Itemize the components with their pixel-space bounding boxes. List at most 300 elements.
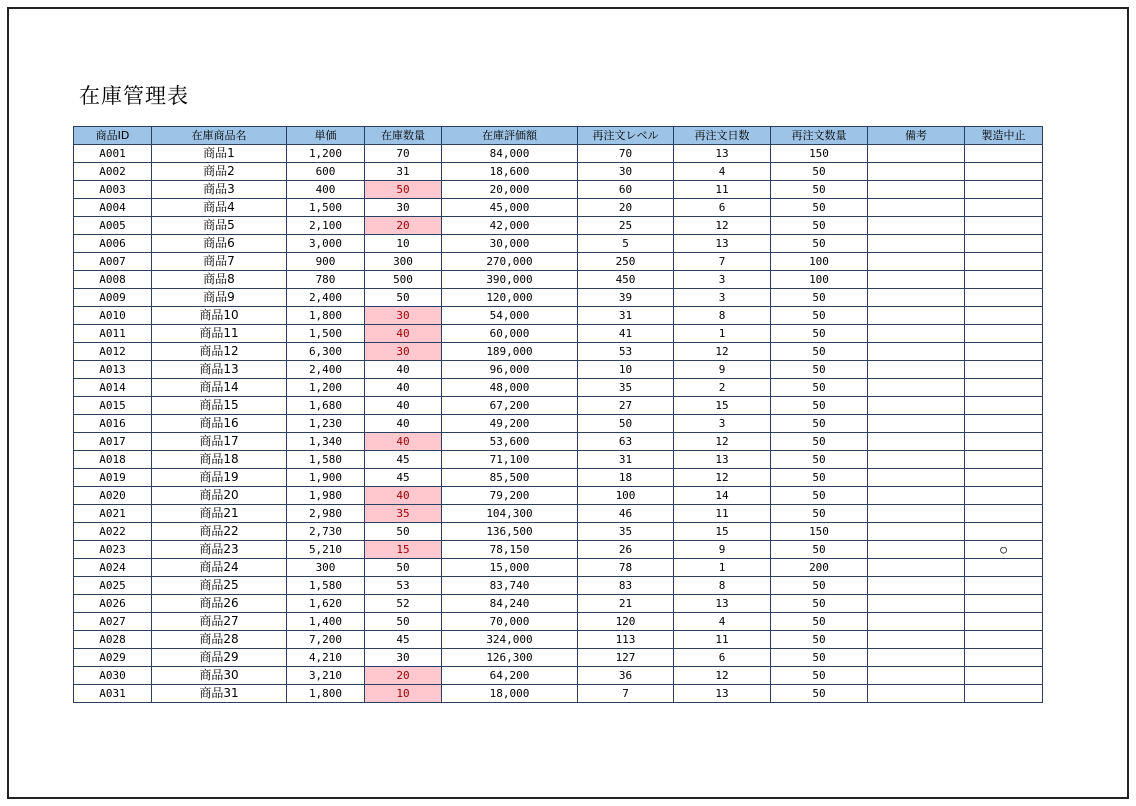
header-remarks[interactable]: 備考 xyxy=(868,127,965,145)
stock-qty-cell[interactable]: 300 xyxy=(365,253,442,271)
stock-qty-cell[interactable]: 45 xyxy=(365,451,442,469)
product-id-cell[interactable]: A027 xyxy=(74,613,152,631)
remarks-cell[interactable] xyxy=(868,361,965,379)
reorder-days-cell[interactable]: 2 xyxy=(674,379,771,397)
stock-qty-cell[interactable]: 10 xyxy=(365,685,442,703)
product-name-cell[interactable]: 商品18 xyxy=(152,451,287,469)
reorder-qty-cell[interactable]: 50 xyxy=(771,199,868,217)
discontinued-cell[interactable] xyxy=(965,433,1043,451)
product-id-cell[interactable]: A010 xyxy=(74,307,152,325)
remarks-cell[interactable] xyxy=(868,271,965,289)
stock-qty-cell[interactable]: 50 xyxy=(365,181,442,199)
unit-price-cell[interactable]: 780 xyxy=(287,271,365,289)
unit-price-cell[interactable]: 1,500 xyxy=(287,199,365,217)
reorder-level-cell[interactable]: 127 xyxy=(578,649,674,667)
stock-qty-cell[interactable]: 31 xyxy=(365,163,442,181)
stock-value-cell[interactable]: 18,600 xyxy=(442,163,578,181)
discontinued-cell[interactable] xyxy=(965,253,1043,271)
header-unit-price[interactable]: 単価 xyxy=(287,127,365,145)
stock-value-cell[interactable]: 120,000 xyxy=(442,289,578,307)
discontinued-cell[interactable] xyxy=(965,235,1043,253)
discontinued-cell[interactable]: ○ xyxy=(965,541,1043,559)
reorder-qty-cell[interactable]: 50 xyxy=(771,649,868,667)
stock-qty-cell[interactable]: 40 xyxy=(365,415,442,433)
product-id-cell[interactable]: A006 xyxy=(74,235,152,253)
product-name-cell[interactable]: 商品17 xyxy=(152,433,287,451)
stock-qty-cell[interactable]: 10 xyxy=(365,235,442,253)
stock-value-cell[interactable]: 189,000 xyxy=(442,343,578,361)
unit-price-cell[interactable]: 1,900 xyxy=(287,469,365,487)
header-discontinued[interactable]: 製造中止 xyxy=(965,127,1043,145)
header-reorder-level[interactable]: 再注文レベル xyxy=(578,127,674,145)
unit-price-cell[interactable]: 6,300 xyxy=(287,343,365,361)
unit-price-cell[interactable]: 2,100 xyxy=(287,217,365,235)
unit-price-cell[interactable]: 4,210 xyxy=(287,649,365,667)
stock-qty-cell[interactable]: 70 xyxy=(365,145,442,163)
stock-value-cell[interactable]: 126,300 xyxy=(442,649,578,667)
reorder-qty-cell[interactable]: 50 xyxy=(771,361,868,379)
header-reorder-days[interactable]: 再注文日数 xyxy=(674,127,771,145)
stock-qty-cell[interactable]: 30 xyxy=(365,307,442,325)
remarks-cell[interactable] xyxy=(868,433,965,451)
reorder-days-cell[interactable]: 8 xyxy=(674,307,771,325)
remarks-cell[interactable] xyxy=(868,217,965,235)
unit-price-cell[interactable]: 5,210 xyxy=(287,541,365,559)
reorder-level-cell[interactable]: 20 xyxy=(578,199,674,217)
reorder-level-cell[interactable]: 26 xyxy=(578,541,674,559)
product-id-cell[interactable]: A024 xyxy=(74,559,152,577)
reorder-days-cell[interactable]: 6 xyxy=(674,199,771,217)
reorder-days-cell[interactable]: 13 xyxy=(674,451,771,469)
unit-price-cell[interactable]: 1,500 xyxy=(287,325,365,343)
product-name-cell[interactable]: 商品7 xyxy=(152,253,287,271)
product-name-cell[interactable]: 商品10 xyxy=(152,307,287,325)
remarks-cell[interactable] xyxy=(868,505,965,523)
stock-value-cell[interactable]: 15,000 xyxy=(442,559,578,577)
product-name-cell[interactable]: 商品4 xyxy=(152,199,287,217)
reorder-level-cell[interactable]: 41 xyxy=(578,325,674,343)
stock-value-cell[interactable]: 30,000 xyxy=(442,235,578,253)
reorder-days-cell[interactable]: 14 xyxy=(674,487,771,505)
reorder-qty-cell[interactable]: 50 xyxy=(771,433,868,451)
product-name-cell[interactable]: 商品19 xyxy=(152,469,287,487)
unit-price-cell[interactable]: 600 xyxy=(287,163,365,181)
product-name-cell[interactable]: 商品8 xyxy=(152,271,287,289)
reorder-level-cell[interactable]: 60 xyxy=(578,181,674,199)
remarks-cell[interactable] xyxy=(868,181,965,199)
remarks-cell[interactable] xyxy=(868,595,965,613)
product-id-cell[interactable]: A016 xyxy=(74,415,152,433)
reorder-days-cell[interactable]: 8 xyxy=(674,577,771,595)
reorder-qty-cell[interactable]: 50 xyxy=(771,667,868,685)
reorder-level-cell[interactable]: 450 xyxy=(578,271,674,289)
product-id-cell[interactable]: A023 xyxy=(74,541,152,559)
product-name-cell[interactable]: 商品9 xyxy=(152,289,287,307)
reorder-qty-cell[interactable]: 50 xyxy=(771,595,868,613)
product-id-cell[interactable]: A005 xyxy=(74,217,152,235)
product-id-cell[interactable]: A025 xyxy=(74,577,152,595)
stock-value-cell[interactable]: 84,000 xyxy=(442,145,578,163)
discontinued-cell[interactable] xyxy=(965,145,1043,163)
unit-price-cell[interactable]: 1,200 xyxy=(287,379,365,397)
reorder-level-cell[interactable]: 70 xyxy=(578,145,674,163)
remarks-cell[interactable] xyxy=(868,307,965,325)
reorder-days-cell[interactable]: 1 xyxy=(674,325,771,343)
unit-price-cell[interactable]: 1,580 xyxy=(287,577,365,595)
reorder-qty-cell[interactable]: 150 xyxy=(771,145,868,163)
discontinued-cell[interactable] xyxy=(965,523,1043,541)
unit-price-cell[interactable]: 3,000 xyxy=(287,235,365,253)
unit-price-cell[interactable]: 1,800 xyxy=(287,685,365,703)
reorder-level-cell[interactable]: 250 xyxy=(578,253,674,271)
reorder-days-cell[interactable]: 12 xyxy=(674,469,771,487)
stock-qty-cell[interactable]: 30 xyxy=(365,343,442,361)
product-id-cell[interactable]: A002 xyxy=(74,163,152,181)
reorder-level-cell[interactable]: 35 xyxy=(578,523,674,541)
header-product-id[interactable]: 商品ID xyxy=(74,127,152,145)
discontinued-cell[interactable] xyxy=(965,505,1043,523)
remarks-cell[interactable] xyxy=(868,541,965,559)
reorder-qty-cell[interactable]: 200 xyxy=(771,559,868,577)
product-id-cell[interactable]: A017 xyxy=(74,433,152,451)
stock-value-cell[interactable]: 42,000 xyxy=(442,217,578,235)
product-id-cell[interactable]: A014 xyxy=(74,379,152,397)
product-id-cell[interactable]: A008 xyxy=(74,271,152,289)
reorder-level-cell[interactable]: 21 xyxy=(578,595,674,613)
remarks-cell[interactable] xyxy=(868,487,965,505)
discontinued-cell[interactable] xyxy=(965,595,1043,613)
remarks-cell[interactable] xyxy=(868,469,965,487)
stock-qty-cell[interactable]: 40 xyxy=(365,361,442,379)
reorder-qty-cell[interactable]: 50 xyxy=(771,397,868,415)
product-name-cell[interactable]: 商品16 xyxy=(152,415,287,433)
remarks-cell[interactable] xyxy=(868,667,965,685)
product-name-cell[interactable]: 商品31 xyxy=(152,685,287,703)
discontinued-cell[interactable] xyxy=(965,649,1043,667)
remarks-cell[interactable] xyxy=(868,415,965,433)
remarks-cell[interactable] xyxy=(868,343,965,361)
remarks-cell[interactable] xyxy=(868,379,965,397)
reorder-qty-cell[interactable]: 50 xyxy=(771,289,868,307)
unit-price-cell[interactable]: 3,210 xyxy=(287,667,365,685)
stock-value-cell[interactable]: 67,200 xyxy=(442,397,578,415)
reorder-level-cell[interactable]: 31 xyxy=(578,307,674,325)
stock-value-cell[interactable]: 136,500 xyxy=(442,523,578,541)
unit-price-cell[interactable]: 900 xyxy=(287,253,365,271)
reorder-level-cell[interactable]: 7 xyxy=(578,685,674,703)
product-name-cell[interactable]: 商品29 xyxy=(152,649,287,667)
reorder-level-cell[interactable]: 113 xyxy=(578,631,674,649)
reorder-qty-cell[interactable]: 150 xyxy=(771,523,868,541)
reorder-level-cell[interactable]: 46 xyxy=(578,505,674,523)
stock-qty-cell[interactable]: 20 xyxy=(365,217,442,235)
discontinued-cell[interactable] xyxy=(965,631,1043,649)
product-name-cell[interactable]: 商品22 xyxy=(152,523,287,541)
discontinued-cell[interactable] xyxy=(965,397,1043,415)
product-id-cell[interactable]: A012 xyxy=(74,343,152,361)
product-name-cell[interactable]: 商品30 xyxy=(152,667,287,685)
stock-qty-cell[interactable]: 500 xyxy=(365,271,442,289)
reorder-days-cell[interactable]: 15 xyxy=(674,397,771,415)
stock-value-cell[interactable]: 64,200 xyxy=(442,667,578,685)
stock-value-cell[interactable]: 45,000 xyxy=(442,199,578,217)
unit-price-cell[interactable]: 1,800 xyxy=(287,307,365,325)
remarks-cell[interactable] xyxy=(868,631,965,649)
reorder-days-cell[interactable]: 4 xyxy=(674,163,771,181)
reorder-qty-cell[interactable]: 50 xyxy=(771,163,868,181)
remarks-cell[interactable] xyxy=(868,199,965,217)
stock-qty-cell[interactable]: 15 xyxy=(365,541,442,559)
product-id-cell[interactable]: A031 xyxy=(74,685,152,703)
product-name-cell[interactable]: 商品23 xyxy=(152,541,287,559)
reorder-qty-cell[interactable]: 50 xyxy=(771,451,868,469)
product-id-cell[interactable]: A013 xyxy=(74,361,152,379)
reorder-level-cell[interactable]: 100 xyxy=(578,487,674,505)
reorder-qty-cell[interactable]: 100 xyxy=(771,271,868,289)
product-name-cell[interactable]: 商品20 xyxy=(152,487,287,505)
reorder-qty-cell[interactable]: 50 xyxy=(771,505,868,523)
header-stock-value[interactable]: 在庫評価額 xyxy=(442,127,578,145)
reorder-level-cell[interactable]: 25 xyxy=(578,217,674,235)
stock-qty-cell[interactable]: 45 xyxy=(365,469,442,487)
reorder-qty-cell[interactable]: 50 xyxy=(771,379,868,397)
discontinued-cell[interactable] xyxy=(965,199,1043,217)
unit-price-cell[interactable]: 2,980 xyxy=(287,505,365,523)
product-name-cell[interactable]: 商品6 xyxy=(152,235,287,253)
product-id-cell[interactable]: A029 xyxy=(74,649,152,667)
reorder-level-cell[interactable]: 78 xyxy=(578,559,674,577)
discontinued-cell[interactable] xyxy=(965,685,1043,703)
reorder-qty-cell[interactable]: 50 xyxy=(771,631,868,649)
stock-qty-cell[interactable]: 30 xyxy=(365,199,442,217)
stock-value-cell[interactable]: 70,000 xyxy=(442,613,578,631)
product-name-cell[interactable]: 商品11 xyxy=(152,325,287,343)
reorder-qty-cell[interactable]: 50 xyxy=(771,685,868,703)
discontinued-cell[interactable] xyxy=(965,451,1043,469)
header-product-name[interactable]: 在庫商品名 xyxy=(152,127,287,145)
stock-value-cell[interactable]: 20,000 xyxy=(442,181,578,199)
reorder-qty-cell[interactable]: 50 xyxy=(771,343,868,361)
reorder-qty-cell[interactable]: 50 xyxy=(771,181,868,199)
product-id-cell[interactable]: A011 xyxy=(74,325,152,343)
unit-price-cell[interactable]: 1,620 xyxy=(287,595,365,613)
discontinued-cell[interactable] xyxy=(965,577,1043,595)
stock-qty-cell[interactable]: 35 xyxy=(365,505,442,523)
reorder-qty-cell[interactable]: 50 xyxy=(771,235,868,253)
reorder-level-cell[interactable]: 18 xyxy=(578,469,674,487)
reorder-level-cell[interactable]: 83 xyxy=(578,577,674,595)
stock-value-cell[interactable]: 270,000 xyxy=(442,253,578,271)
unit-price-cell[interactable]: 7,200 xyxy=(287,631,365,649)
discontinued-cell[interactable] xyxy=(965,217,1043,235)
unit-price-cell[interactable]: 2,400 xyxy=(287,361,365,379)
remarks-cell[interactable] xyxy=(868,289,965,307)
product-id-cell[interactable]: A019 xyxy=(74,469,152,487)
unit-price-cell[interactable]: 2,730 xyxy=(287,523,365,541)
product-id-cell[interactable]: A004 xyxy=(74,199,152,217)
stock-value-cell[interactable]: 53,600 xyxy=(442,433,578,451)
remarks-cell[interactable] xyxy=(868,649,965,667)
reorder-days-cell[interactable]: 12 xyxy=(674,343,771,361)
unit-price-cell[interactable]: 1,340 xyxy=(287,433,365,451)
discontinued-cell[interactable] xyxy=(965,163,1043,181)
remarks-cell[interactable] xyxy=(868,577,965,595)
reorder-qty-cell[interactable]: 50 xyxy=(771,325,868,343)
discontinued-cell[interactable] xyxy=(965,379,1043,397)
reorder-days-cell[interactable]: 3 xyxy=(674,415,771,433)
product-id-cell[interactable]: A030 xyxy=(74,667,152,685)
unit-price-cell[interactable]: 1,680 xyxy=(287,397,365,415)
reorder-level-cell[interactable]: 120 xyxy=(578,613,674,631)
stock-qty-cell[interactable]: 40 xyxy=(365,379,442,397)
product-name-cell[interactable]: 商品3 xyxy=(152,181,287,199)
product-id-cell[interactable]: A009 xyxy=(74,289,152,307)
reorder-days-cell[interactable]: 3 xyxy=(674,271,771,289)
reorder-days-cell[interactable]: 4 xyxy=(674,613,771,631)
reorder-level-cell[interactable]: 36 xyxy=(578,667,674,685)
remarks-cell[interactable] xyxy=(868,613,965,631)
stock-value-cell[interactable]: 79,200 xyxy=(442,487,578,505)
product-name-cell[interactable]: 商品12 xyxy=(152,343,287,361)
product-id-cell[interactable]: A028 xyxy=(74,631,152,649)
product-name-cell[interactable]: 商品21 xyxy=(152,505,287,523)
unit-price-cell[interactable]: 400 xyxy=(287,181,365,199)
reorder-level-cell[interactable]: 30 xyxy=(578,163,674,181)
stock-value-cell[interactable]: 104,300 xyxy=(442,505,578,523)
reorder-days-cell[interactable]: 13 xyxy=(674,595,771,613)
product-name-cell[interactable]: 商品14 xyxy=(152,379,287,397)
unit-price-cell[interactable]: 2,400 xyxy=(287,289,365,307)
discontinued-cell[interactable] xyxy=(965,559,1043,577)
product-name-cell[interactable]: 商品15 xyxy=(152,397,287,415)
remarks-cell[interactable] xyxy=(868,325,965,343)
discontinued-cell[interactable] xyxy=(965,415,1043,433)
stock-qty-cell[interactable]: 52 xyxy=(365,595,442,613)
stock-value-cell[interactable]: 84,240 xyxy=(442,595,578,613)
reorder-days-cell[interactable]: 11 xyxy=(674,631,771,649)
discontinued-cell[interactable] xyxy=(965,487,1043,505)
remarks-cell[interactable] xyxy=(868,235,965,253)
unit-price-cell[interactable]: 1,200 xyxy=(287,145,365,163)
stock-qty-cell[interactable]: 40 xyxy=(365,325,442,343)
product-name-cell[interactable]: 商品5 xyxy=(152,217,287,235)
unit-price-cell[interactable]: 1,580 xyxy=(287,451,365,469)
stock-value-cell[interactable]: 54,000 xyxy=(442,307,578,325)
reorder-days-cell[interactable]: 7 xyxy=(674,253,771,271)
product-id-cell[interactable]: A021 xyxy=(74,505,152,523)
stock-value-cell[interactable]: 48,000 xyxy=(442,379,578,397)
product-name-cell[interactable]: 商品27 xyxy=(152,613,287,631)
header-stock-qty[interactable]: 在庫数量 xyxy=(365,127,442,145)
reorder-level-cell[interactable]: 39 xyxy=(578,289,674,307)
discontinued-cell[interactable] xyxy=(965,667,1043,685)
stock-qty-cell[interactable]: 50 xyxy=(365,613,442,631)
product-name-cell[interactable]: 商品13 xyxy=(152,361,287,379)
product-name-cell[interactable]: 商品26 xyxy=(152,595,287,613)
product-name-cell[interactable]: 商品1 xyxy=(152,145,287,163)
stock-value-cell[interactable]: 96,000 xyxy=(442,361,578,379)
stock-qty-cell[interactable]: 20 xyxy=(365,667,442,685)
discontinued-cell[interactable] xyxy=(965,307,1043,325)
reorder-days-cell[interactable]: 15 xyxy=(674,523,771,541)
reorder-qty-cell[interactable]: 50 xyxy=(771,217,868,235)
reorder-days-cell[interactable]: 12 xyxy=(674,667,771,685)
reorder-days-cell[interactable]: 11 xyxy=(674,181,771,199)
product-id-cell[interactable]: A026 xyxy=(74,595,152,613)
reorder-days-cell[interactable]: 9 xyxy=(674,361,771,379)
reorder-days-cell[interactable]: 13 xyxy=(674,145,771,163)
reorder-level-cell[interactable]: 53 xyxy=(578,343,674,361)
remarks-cell[interactable] xyxy=(868,397,965,415)
reorder-level-cell[interactable]: 27 xyxy=(578,397,674,415)
stock-qty-cell[interactable]: 50 xyxy=(365,289,442,307)
discontinued-cell[interactable] xyxy=(965,325,1043,343)
discontinued-cell[interactable] xyxy=(965,181,1043,199)
product-id-cell[interactable]: A007 xyxy=(74,253,152,271)
reorder-days-cell[interactable]: 13 xyxy=(674,685,771,703)
reorder-qty-cell[interactable]: 50 xyxy=(771,487,868,505)
remarks-cell[interactable] xyxy=(868,685,965,703)
product-name-cell[interactable]: 商品2 xyxy=(152,163,287,181)
stock-value-cell[interactable]: 78,150 xyxy=(442,541,578,559)
discontinued-cell[interactable] xyxy=(965,469,1043,487)
reorder-days-cell[interactable]: 1 xyxy=(674,559,771,577)
stock-qty-cell[interactable]: 40 xyxy=(365,487,442,505)
product-id-cell[interactable]: A020 xyxy=(74,487,152,505)
stock-qty-cell[interactable]: 50 xyxy=(365,523,442,541)
discontinued-cell[interactable] xyxy=(965,361,1043,379)
discontinued-cell[interactable] xyxy=(965,613,1043,631)
header-reorder-qty[interactable]: 再注文数量 xyxy=(771,127,868,145)
stock-value-cell[interactable]: 324,000 xyxy=(442,631,578,649)
stock-value-cell[interactable]: 85,500 xyxy=(442,469,578,487)
reorder-level-cell[interactable]: 10 xyxy=(578,361,674,379)
stock-value-cell[interactable]: 18,000 xyxy=(442,685,578,703)
reorder-qty-cell[interactable]: 50 xyxy=(771,577,868,595)
reorder-level-cell[interactable]: 31 xyxy=(578,451,674,469)
reorder-qty-cell[interactable]: 100 xyxy=(771,253,868,271)
stock-qty-cell[interactable]: 53 xyxy=(365,577,442,595)
reorder-days-cell[interactable]: 12 xyxy=(674,217,771,235)
stock-qty-cell[interactable]: 40 xyxy=(365,433,442,451)
product-name-cell[interactable]: 商品24 xyxy=(152,559,287,577)
product-id-cell[interactable]: A018 xyxy=(74,451,152,469)
product-id-cell[interactable]: A001 xyxy=(74,145,152,163)
remarks-cell[interactable] xyxy=(868,559,965,577)
reorder-level-cell[interactable]: 63 xyxy=(578,433,674,451)
stock-qty-cell[interactable]: 45 xyxy=(365,631,442,649)
discontinued-cell[interactable] xyxy=(965,289,1043,307)
stock-qty-cell[interactable]: 40 xyxy=(365,397,442,415)
reorder-level-cell[interactable]: 35 xyxy=(578,379,674,397)
product-id-cell[interactable]: A003 xyxy=(74,181,152,199)
reorder-days-cell[interactable]: 6 xyxy=(674,649,771,667)
unit-price-cell[interactable]: 1,980 xyxy=(287,487,365,505)
stock-qty-cell[interactable]: 50 xyxy=(365,559,442,577)
reorder-qty-cell[interactable]: 50 xyxy=(771,541,868,559)
unit-price-cell[interactable]: 300 xyxy=(287,559,365,577)
remarks-cell[interactable] xyxy=(868,523,965,541)
stock-value-cell[interactable]: 60,000 xyxy=(442,325,578,343)
remarks-cell[interactable] xyxy=(868,253,965,271)
reorder-qty-cell[interactable]: 50 xyxy=(771,415,868,433)
discontinued-cell[interactable] xyxy=(965,271,1043,289)
stock-value-cell[interactable]: 71,100 xyxy=(442,451,578,469)
reorder-days-cell[interactable]: 13 xyxy=(674,235,771,253)
reorder-qty-cell[interactable]: 50 xyxy=(771,469,868,487)
reorder-days-cell[interactable]: 9 xyxy=(674,541,771,559)
stock-value-cell[interactable]: 390,000 xyxy=(442,271,578,289)
